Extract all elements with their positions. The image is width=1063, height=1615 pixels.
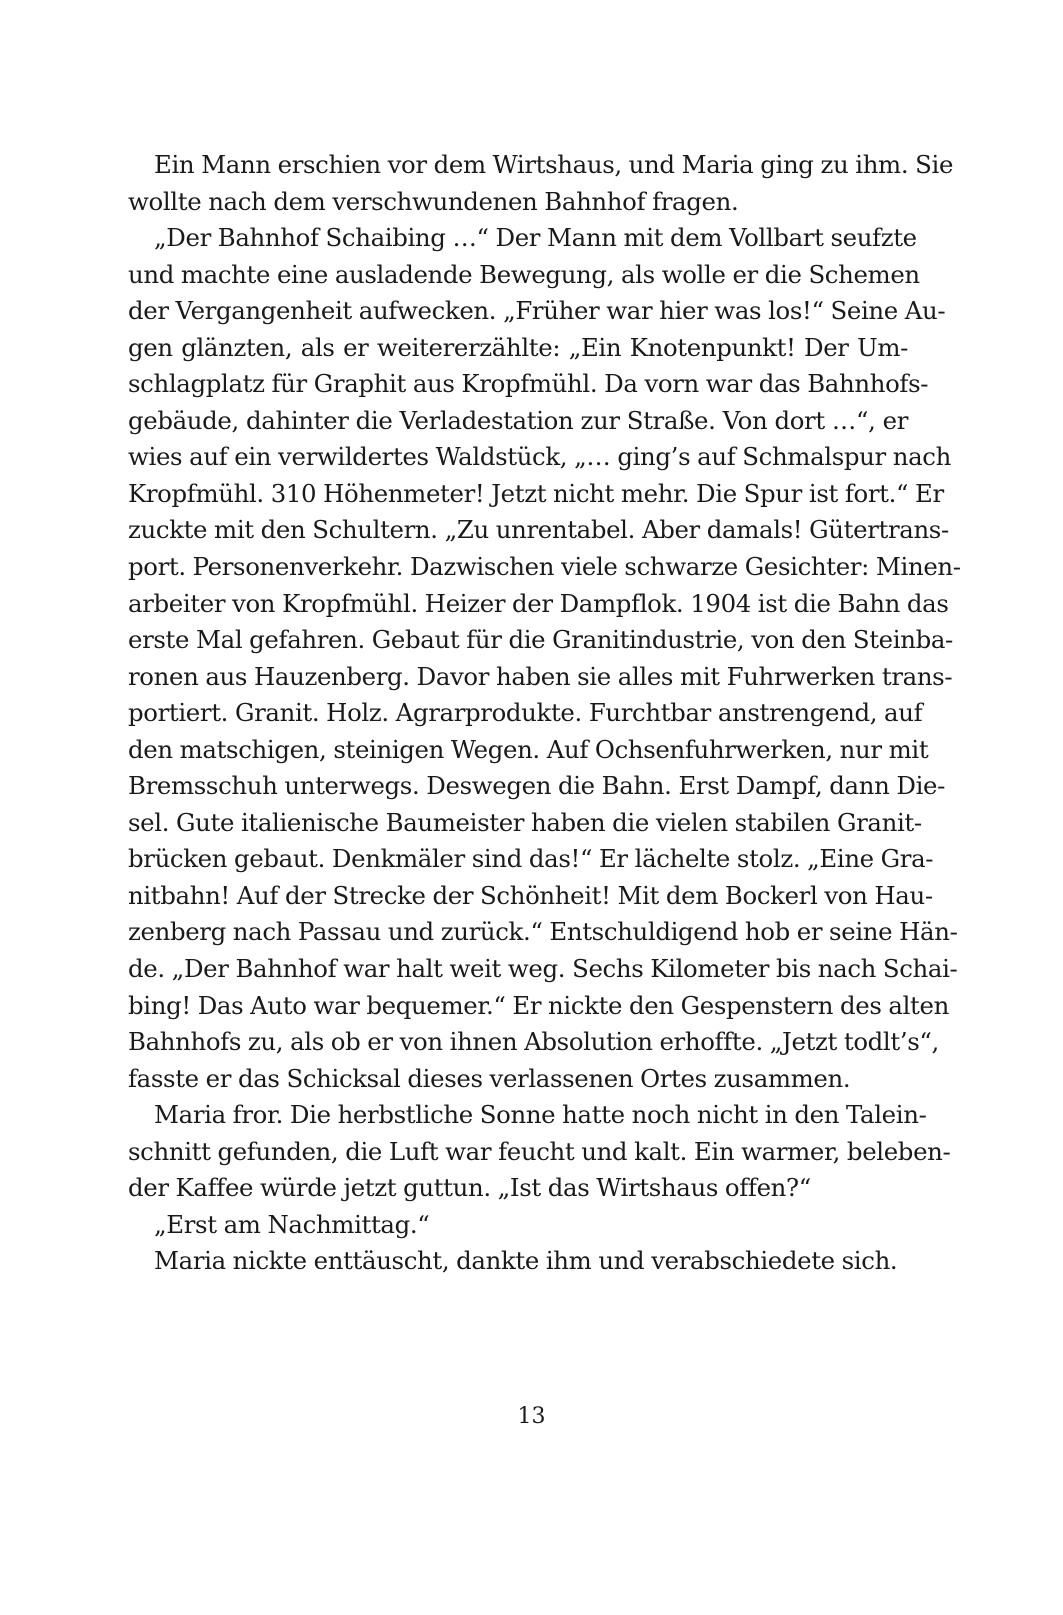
text-line: fasste er das Schicksal dieses verlassenen Ortes zusammen. — [128, 1063, 851, 1093]
text-line: brücken gebaut. Denkmäler sind das!“ Er lächelte stolz. „Eine Gra- — [128, 844, 934, 874]
text-line: ronen aus Hauzenberg. Davor haben sie alles mit Fuhrwerken trans- — [128, 661, 953, 691]
text-line: schlagplatz für Graphit aus Kropfmühl. Da vorn war das Bahnhofs- — [128, 369, 929, 399]
text-line: Bahnhofs zu, als ob er von ihnen Absolution erhoffte. „Jetzt todlt’s“, — [128, 1027, 939, 1057]
text-line: den matschigen, steinigen Wegen. Auf Ochsenfuhrwerken, nur mit — [128, 734, 929, 764]
text-line: Maria nickte enttäuscht, dankte ihm und verabschiedete sich. — [154, 1246, 898, 1276]
text-line: Bremsschuh unterwegs. Deswegen die Bahn. Erst Dampf, dann Die- — [128, 771, 945, 801]
text-line: und machte eine ausladende Bewegung, als wolle er die Schemen — [128, 259, 920, 289]
text-line: der Kaffee würde jetzt guttun. „Ist das Wirtshaus offen?“ — [128, 1173, 811, 1203]
text-line: zuckte mit den Schultern. „Zu unrentabel. Aber damals! Gütertrans- — [128, 515, 949, 545]
text-line: de. „Der Bahnhof war halt weit weg. Sechs Kilometer bis nach Schai- — [128, 954, 958, 984]
text-line: Kropfmühl. 310 Höhenmeter! Jetzt nicht mehr. Die Spur ist fort.“ Er — [128, 478, 944, 508]
text-line: erste Mal gefahren. Gebaut für die Granitindustrie, von den Steinba- — [128, 625, 953, 655]
body-text — [128, 147, 961, 1280]
text-line: bing! Das Auto war bequemer.“ Er nickte den Gespenstern des alten — [128, 990, 949, 1020]
text-line: „Erst am Nachmittag.“ — [154, 1209, 430, 1239]
text-line: Ein Mann erschien vor dem Wirtshaus, und Maria ging zu ihm. Sie — [154, 150, 954, 179]
page-number: 13 — [517, 1404, 546, 1429]
text-line: port. Personenverkehr. Dazwischen viele schwarze Gesichter: Minen- — [128, 552, 961, 582]
text-line: zenberg nach Passau und zurück.“ Entschuldigend hob er seine Hän- — [128, 917, 958, 947]
text-line: nitbahn! Auf der Strecke der Schönheit! Mit dem Bockerl von Hau- — [128, 880, 933, 910]
text-line: wies auf ein verwildertes Waldstück, „… ging’s auf Schmalspur nach — [128, 442, 951, 472]
text-line: schnitt gefunden, die Luft war feucht und kalt. Ein warmer, beleben- — [128, 1136, 951, 1166]
text-line: gen glänzten, als er weitererzählte: „Ein Knotenpunkt! Der Um- — [128, 332, 908, 362]
text-line: sel. Gute italienische Baumeister haben die vielen stabilen Granit- — [128, 807, 922, 837]
text-line: wollte nach dem verschwundenen Bahnhof fragen. — [128, 186, 739, 216]
text-line: arbeiter von Kropfmühl. Heizer der Dampflok. 1904 ist die Bahn das — [128, 588, 949, 618]
text-line: gebäude, dahinter die Verladestation zur Straße. Von dort …“, er — [128, 405, 908, 435]
text-line: „Der Bahnhof Schaibing …“ Der Mann mit dem Vollbart seufzte — [154, 223, 917, 253]
text-line: der Vergangenheit aufwecken. „Früher war hier was los!“ Seine Au- — [128, 296, 946, 326]
text-line: Maria fror. Die herbstliche Sonne hatte noch nicht in den Talein- — [154, 1100, 927, 1130]
text-line: portiert. Granit. Holz. Agrarprodukte. Furchtbar anstrengend, auf — [128, 698, 923, 728]
